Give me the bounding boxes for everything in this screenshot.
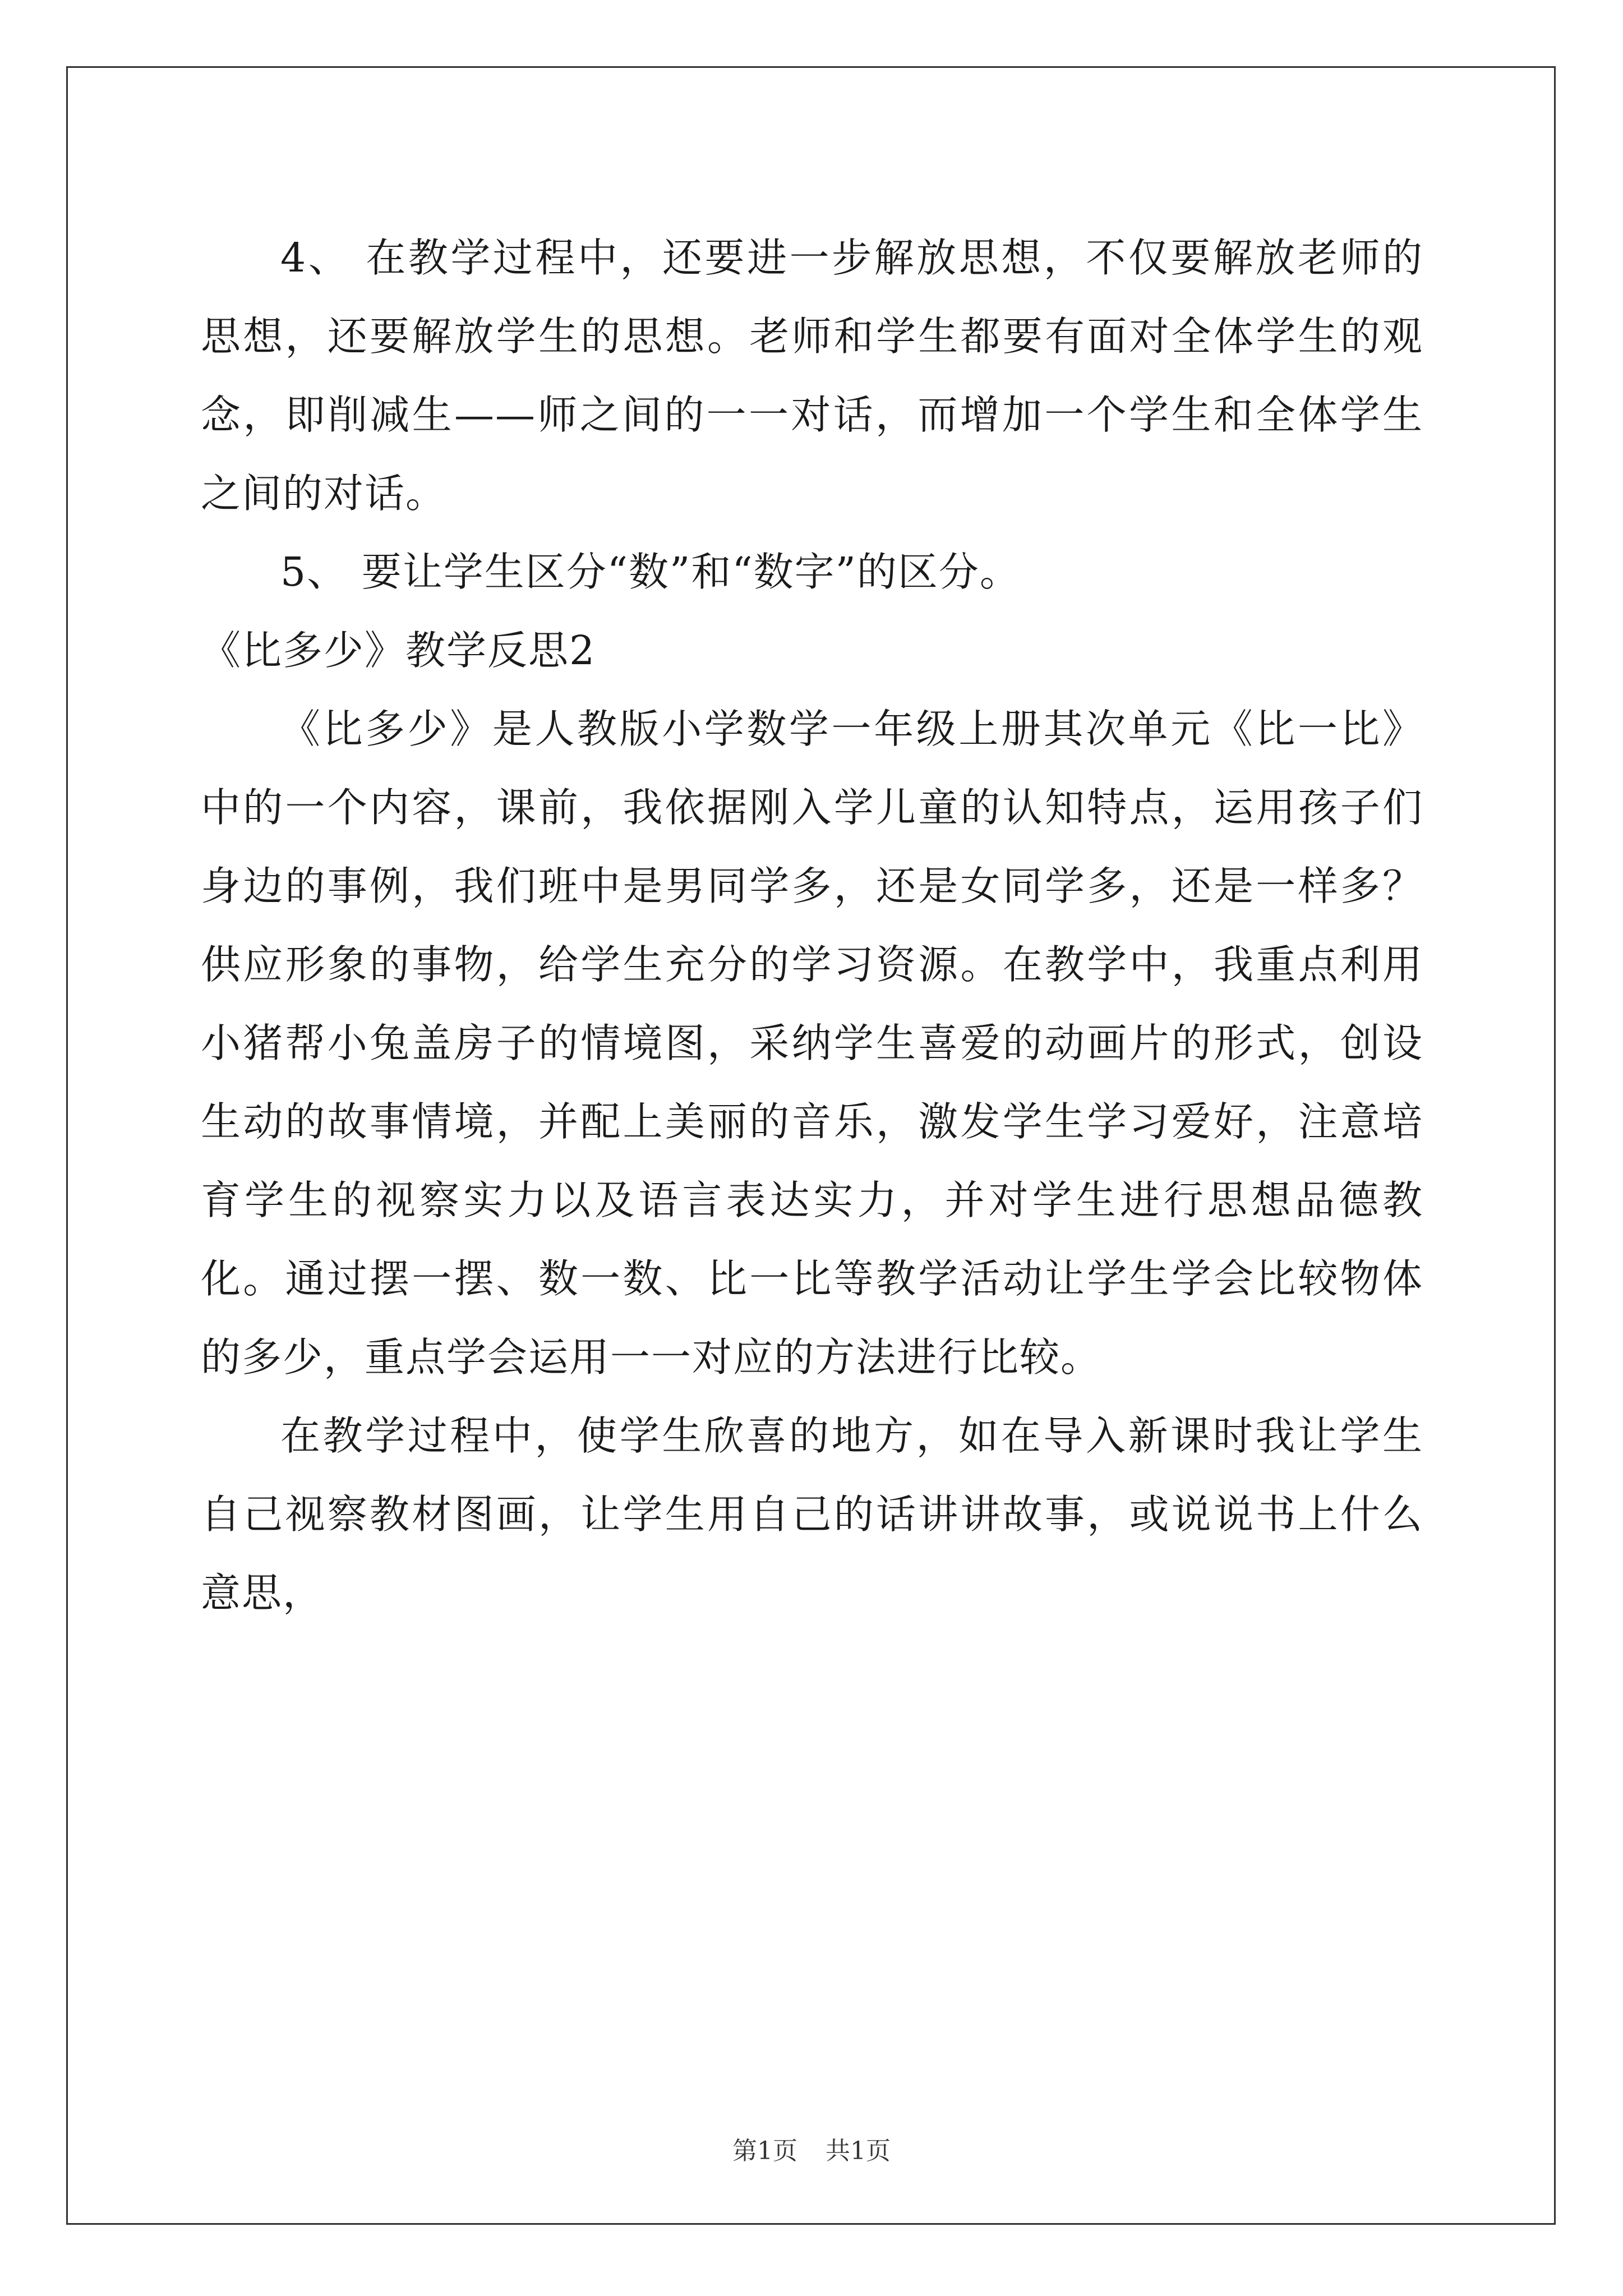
section-heading: 《比多少》教学反思2 <box>201 627 596 674</box>
page-footer <box>0 2134 1623 2168</box>
paragraph-process: 在教学过程中，使学生欣喜的地方，如在导入新课时我让学生自己视察教材图画，让学生用自己的话讲讲故事，或说说书上什么意思， <box>201 1412 1423 1616</box>
page-number: 第1页 <box>732 2137 797 2165</box>
paragraph-item-4: 4、 在教学过程中，还要进一步解放思想，不仅要解放老师的思想，还要解放学生的思想。老师和学生都要有面对全体学生的观念，即削减生——师之间的一一对话，而增加一个学生和全体学生之间的对话。 <box>201 234 1423 517</box>
page-total: 共1页 <box>826 2137 891 2165</box>
paragraph-item-5: 5、 要让学生区分“数”和“数字”的区分。 <box>280 549 1021 595</box>
document-body <box>201 219 1423 1632</box>
paragraph-intro: 《比多少》是人教版小学数学一年级上册其次单元《比一比》中的一个内容，课前，我依据刚入学儿童的认知特点，运用孩子们身边的事例，我们班中是男同学多，还是女同学多，还是一样多？供应形象的事物，给学生充分的学习资源。在教学中，我重点利用小猪帮小兔盖房子的情境图，采纳学生喜爱的动画片的形式，创设生动的故事情境，并配上美丽的音乐，激发学生学习爱好，注意培育学生的视察实力以及语言表达实力，并对学生进行思想品德教化。通过摆一摆、数一数、比一比等教学活动让学生学会比较物体的多少，重点学会运用一一对应的方法进行比较。 <box>201 706 1423 1381</box>
